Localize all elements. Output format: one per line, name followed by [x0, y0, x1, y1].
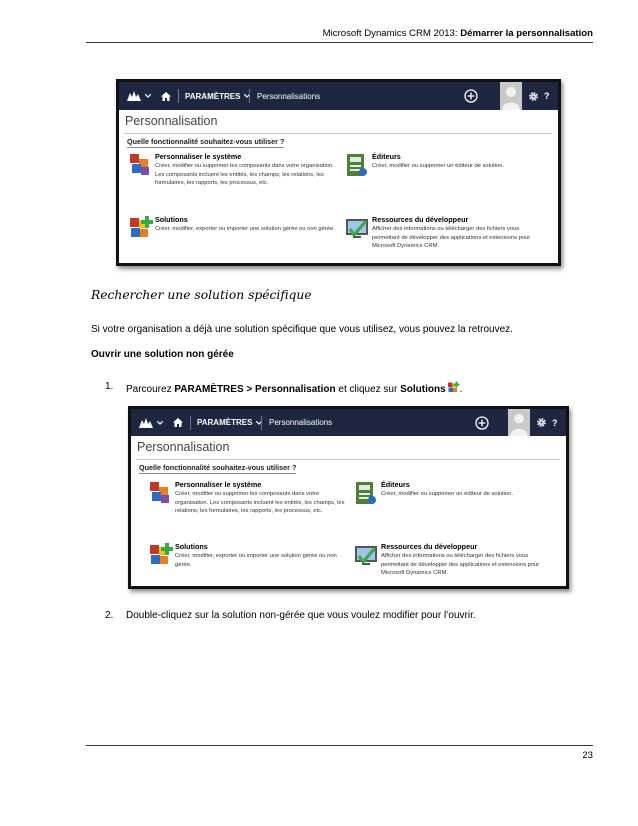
customize-system-icon: [127, 152, 153, 178]
nav-breadcrumb-label: Personnalisations: [269, 418, 333, 427]
step-number: 1.: [105, 381, 114, 392]
tile-title: Éditeurs: [381, 480, 410, 489]
tile-description: Créer, modifier, exporter ou importer une solution gérée ou non gérée.: [175, 553, 337, 568]
nav-breadcrumb-label: Personnalisations: [257, 91, 321, 101]
step-text-part: et cliquez sur: [335, 384, 401, 395]
tile-title: Personnaliser le système: [155, 152, 242, 161]
nav-breadcrumb-customizations[interactable]: [269, 409, 332, 436]
step-text: Double-cliquez sur la solution non-gérée que vous voulez modifier pour l’ouvrir.: [126, 610, 476, 621]
dynamics-logo-icon[interactable]: [127, 82, 141, 110]
nav-separator: [249, 89, 250, 103]
step-1: [105, 381, 463, 395]
tile-description: Afficher des informations ou télécharger des fichiers vous permettant de développer des applications et extensions pour Microsoft Dynamics CRM.: [381, 553, 540, 577]
home-icon[interactable]: [173, 409, 183, 436]
gear-icon[interactable]: [528, 82, 539, 110]
user-avatar[interactable]: [500, 82, 522, 110]
tile-title: Solutions: [175, 542, 208, 551]
dynamics-logo-icon[interactable]: [139, 409, 153, 436]
tile-description: Créer, modifier ou supprimer les composants dans votre organisation. Les composants incluent les entités, les champs, les relations, les formulaires, les rapports, les processus, etc.: [175, 491, 345, 515]
solutions-icon: [446, 381, 460, 393]
tile-description: Créer, modifier ou supprimer un éditeur de solution.: [381, 491, 514, 497]
tile-customize-system[interactable]: [147, 480, 352, 530]
tile-solutions[interactable]: [147, 542, 352, 572]
create-plus-icon[interactable]: [475, 409, 489, 436]
solutions-icon: [147, 542, 173, 568]
tile-title: Ressources du développeur: [381, 542, 478, 551]
tile-title: Solutions: [155, 215, 188, 224]
crm-screenshot-1: [116, 79, 561, 266]
step-text: [126, 381, 462, 395]
crm-screenshot-2: [128, 406, 569, 589]
tile-solutions[interactable]: [127, 215, 337, 245]
tile-title: Éditeurs: [372, 152, 401, 161]
help-icon[interactable]: [552, 409, 558, 436]
crm-nav-bar: [119, 82, 558, 110]
tile-title: Ressources du développeur: [372, 215, 469, 224]
tile-publishers[interactable]: [344, 152, 544, 182]
tile-description: Afficher des informations ou télécharger des fichiers vous permettant de développer des applications et extensions pour Microsoft Dynamics CRM.: [372, 226, 531, 250]
solutions-icon: [127, 215, 153, 241]
developer-resources-icon: [353, 542, 379, 568]
step-text-part: Parcourez: [126, 384, 175, 395]
header-rule: [86, 42, 593, 43]
tile-developer-resources[interactable]: [353, 542, 558, 586]
tile-developer-resources[interactable]: [344, 215, 549, 259]
feature-question: Quelle fonctionnalité souhaitez-vous utiliser ?: [139, 463, 297, 472]
title-divider: [124, 133, 552, 134]
menu-path: PARAMÈTRES > Personnalisation: [174, 384, 336, 395]
nav-settings-label: PARAMÈTRES: [197, 418, 253, 427]
tile-description: Créer, modifier ou supprimer les composants dans votre organisation. Les composants incluent les entités, les champs, les relations, les formulaires, les rapports, les processus, etc.: [155, 163, 334, 187]
nav-settings-label: PARAMÈTRES: [185, 91, 241, 101]
tile-title: Personnaliser le système: [175, 480, 262, 489]
title-divider: [136, 459, 560, 460]
tile-publishers[interactable]: [353, 480, 553, 510]
pane-title: Personnalisation: [125, 114, 218, 128]
section-heading: Rechercher une solution spécifique: [91, 288, 312, 302]
publishers-icon: [353, 480, 379, 506]
step-2: [105, 610, 476, 621]
home-icon[interactable]: [161, 82, 171, 110]
help-icon[interactable]: [544, 82, 550, 110]
intro-paragraph: Si votre organisation a déjà une solution spécifique que vous utilisez, vous pouvez la retrouvez.: [91, 324, 513, 335]
subheading: Ouvrir une solution non gérée: [91, 349, 234, 360]
tile-customize-system[interactable]: [127, 152, 337, 202]
chevron-down-icon[interactable]: [157, 409, 163, 436]
nav-separator: [178, 89, 179, 103]
page-number: 23: [582, 750, 593, 761]
tile-description: Créer, modifier, exporter ou importer une solution gérée ou non gérée.: [155, 226, 335, 232]
nav-settings-menu[interactable]: [197, 409, 262, 436]
footer-rule: [86, 745, 593, 746]
help-label: ?: [552, 417, 558, 428]
nav-settings-menu[interactable]: [185, 82, 250, 110]
publishers-icon: [344, 152, 370, 178]
feature-question: Quelle fonctionnalité souhaitez-vous utiliser ?: [127, 137, 285, 146]
create-plus-icon[interactable]: [464, 82, 478, 110]
help-label: ?: [544, 91, 550, 101]
chevron-down-icon[interactable]: [145, 82, 151, 110]
running-header: [91, 28, 593, 39]
solutions-label: Solutions: [400, 384, 446, 395]
header-product: Microsoft Dynamics CRM 2013: [322, 28, 455, 39]
customize-system-icon: [147, 480, 173, 506]
step-number: 2.: [105, 610, 114, 621]
pane-title: Personnalisation: [137, 440, 230, 454]
customization-pane: [119, 110, 558, 263]
nav-separator: [190, 416, 191, 430]
step-text-part: .: [459, 384, 463, 395]
header-chapter: Démarrer la personnalisation: [460, 28, 593, 39]
header-separator: :: [454, 28, 461, 39]
customization-pane: [131, 436, 566, 586]
nav-separator: [261, 416, 262, 430]
gear-icon[interactable]: [536, 409, 547, 436]
user-avatar[interactable]: [508, 409, 530, 436]
nav-breadcrumb-customizations[interactable]: [257, 82, 320, 110]
developer-resources-icon: [344, 215, 370, 241]
tile-description: Créer, modifier ou supprimer un éditeur de solution.: [372, 163, 505, 169]
crm-nav-bar: [131, 409, 566, 436]
